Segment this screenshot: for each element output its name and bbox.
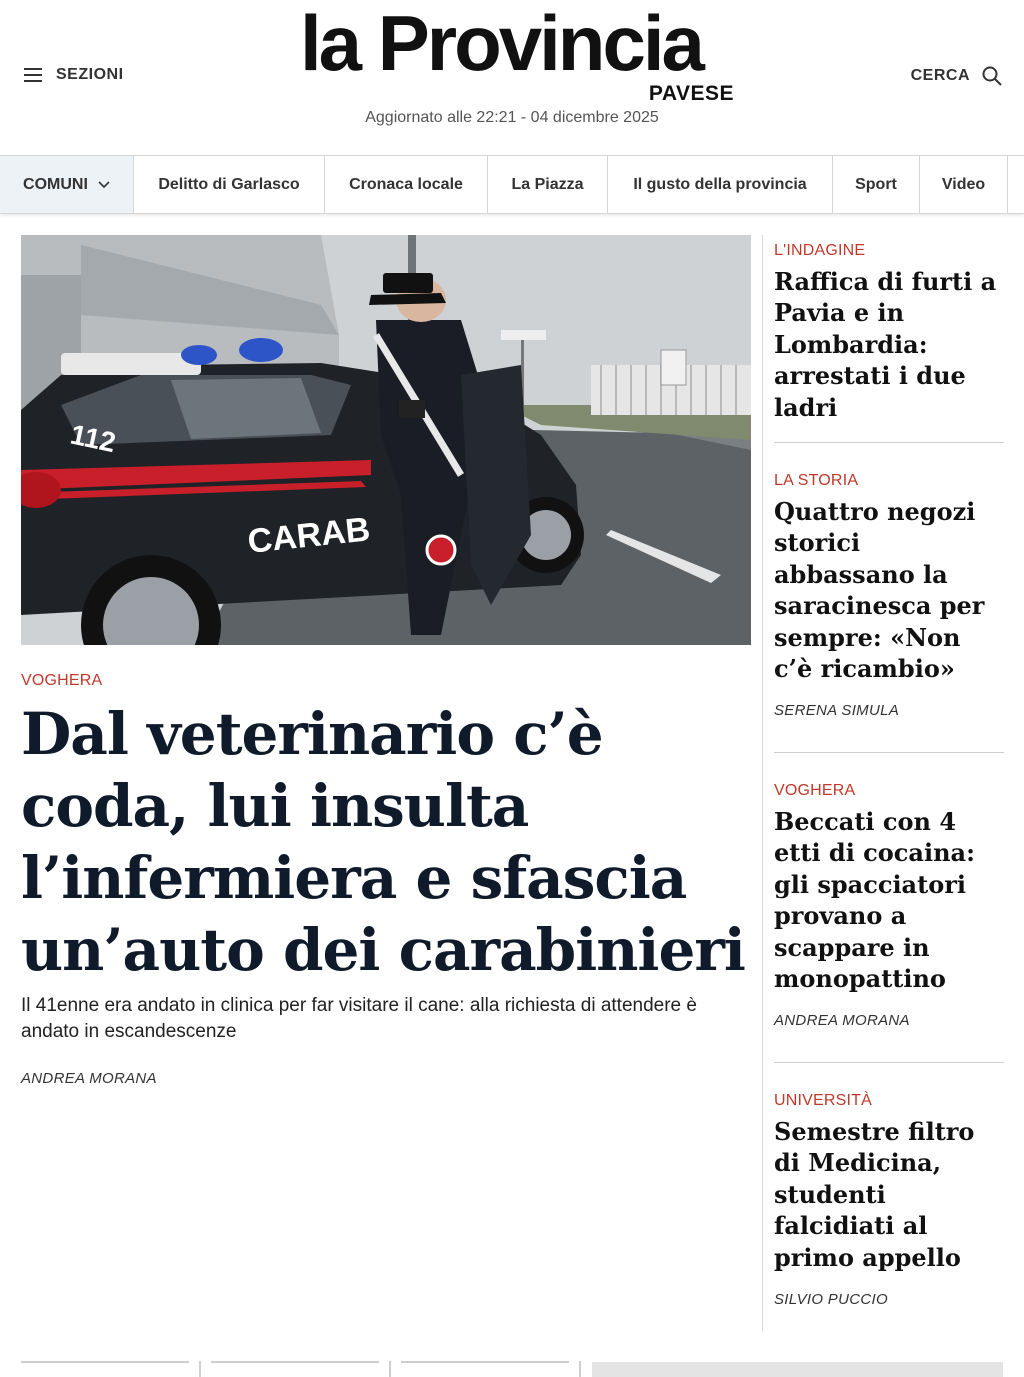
nav-item-sport[interactable] [833, 156, 920, 213]
hero-article-title[interactable]: Dal veterinario c’è coda, lui insulta l’infermiera e sfascia un’auto dei carabinieri [21, 700, 745, 984]
car-number-text: 112 [67, 418, 119, 459]
sidebar-article[interactable] [774, 472, 1004, 719]
nav-item-label: Sport [855, 175, 897, 193]
sidebar-article-kicker[interactable]: VOGHERA [774, 782, 856, 799]
carabinieri-car-photo [21, 235, 751, 645]
search-button[interactable] [911, 66, 1002, 86]
hero-article-author[interactable]: ANDREA MORANA [21, 1070, 157, 1087]
bottom-divider [389, 1361, 391, 1377]
main-navigation [0, 155, 1024, 214]
chevron-down-icon [98, 181, 110, 189]
sidebar-article-title[interactable]: Semestre filtro di Medicina, studenti falcidiati al primo appello [774, 1117, 975, 1272]
sidebar-article[interactable] [774, 782, 1004, 1029]
nav-item-la-piazza[interactable] [488, 156, 608, 213]
nav-item-comuni[interactable] [0, 156, 134, 213]
sidebar-article-list [762, 235, 1004, 1331]
nav-item-label: Il gusto della provincia [633, 175, 807, 193]
bottom-divider [21, 1361, 189, 1363]
hero-article-image[interactable] [21, 235, 751, 645]
search-label: CERCA [910, 67, 970, 84]
ad-placeholder [592, 1362, 1003, 1377]
sidebar-article-kicker[interactable]: L'INDAGINE [774, 242, 866, 259]
sidebar-article-author[interactable]: SERENA SIMULA [774, 702, 900, 720]
sidebar-article-kicker[interactable]: LA STORIA [774, 472, 859, 489]
nav-item-label: COMUNI [23, 175, 88, 193]
logo-sub-text: PAVESE [648, 82, 734, 105]
hero-article-summary: Il 41enne era andato in clinica per far visitare il cane: alla richiesta di attendere è andato in escandescenze [21, 995, 697, 1042]
sidebar-divider [774, 442, 1004, 443]
sidebar-divider [774, 1062, 1004, 1063]
sidebar-article-kicker[interactable]: UNIVERSITÀ [774, 1092, 873, 1109]
site-logo[interactable] [300, 0, 740, 108]
bottom-divider [579, 1361, 581, 1377]
bottom-divider [199, 1361, 201, 1377]
sidebar-article-title[interactable]: Raffica di furti a Pavia e in Lombardia: arrestati i due ladri [774, 267, 997, 422]
sidebar-article[interactable] [774, 1092, 1004, 1308]
nav-item-label: Delitto di Garlasco [158, 175, 300, 193]
nav-item-label: La Piazza [511, 175, 584, 193]
sidebar-article-author[interactable]: SILVIO PUCCIO [774, 1291, 888, 1309]
hero-article-kicker[interactable]: VOGHERA [21, 672, 103, 689]
bottom-divider [401, 1361, 569, 1363]
nav-item-delitto-di-garlasco[interactable] [134, 156, 325, 213]
sections-menu-label: SEZIONI [56, 66, 124, 83]
nav-item-cronaca-locale[interactable] [325, 156, 488, 213]
nav-item-video[interactable] [920, 156, 1008, 213]
sections-menu-button[interactable] [24, 66, 124, 84]
logo-main-text: la Provincia [300, 0, 702, 87]
hamburger-menu-icon [24, 68, 42, 82]
search-icon [982, 66, 1002, 86]
sidebar-article-author[interactable]: ANDREA MORANA [774, 1012, 910, 1030]
nav-item-label: Cronaca locale [349, 175, 463, 193]
nav-item-label: Video [941, 175, 986, 193]
sidebar-divider [774, 752, 1004, 753]
nav-item-il-gusto-della-provincia[interactable] [608, 156, 833, 213]
site-header [0, 0, 1024, 155]
car-side-text: CARAB [245, 510, 372, 561]
sidebar-article-title[interactable]: Beccati con 4 etti di cocaina: gli spacciatori provano a scappare in monopattino [774, 807, 975, 994]
bottom-divider [211, 1361, 379, 1363]
sidebar-article[interactable] [774, 242, 1004, 423]
sidebar-article-title[interactable]: Quattro negozi storici abbassano la saracinesca per sempre: «Non c’è ricambio» [774, 497, 985, 684]
last-updated-text: Aggiornato alle 22:21 - 04 dicembre 2025 [365, 109, 659, 126]
